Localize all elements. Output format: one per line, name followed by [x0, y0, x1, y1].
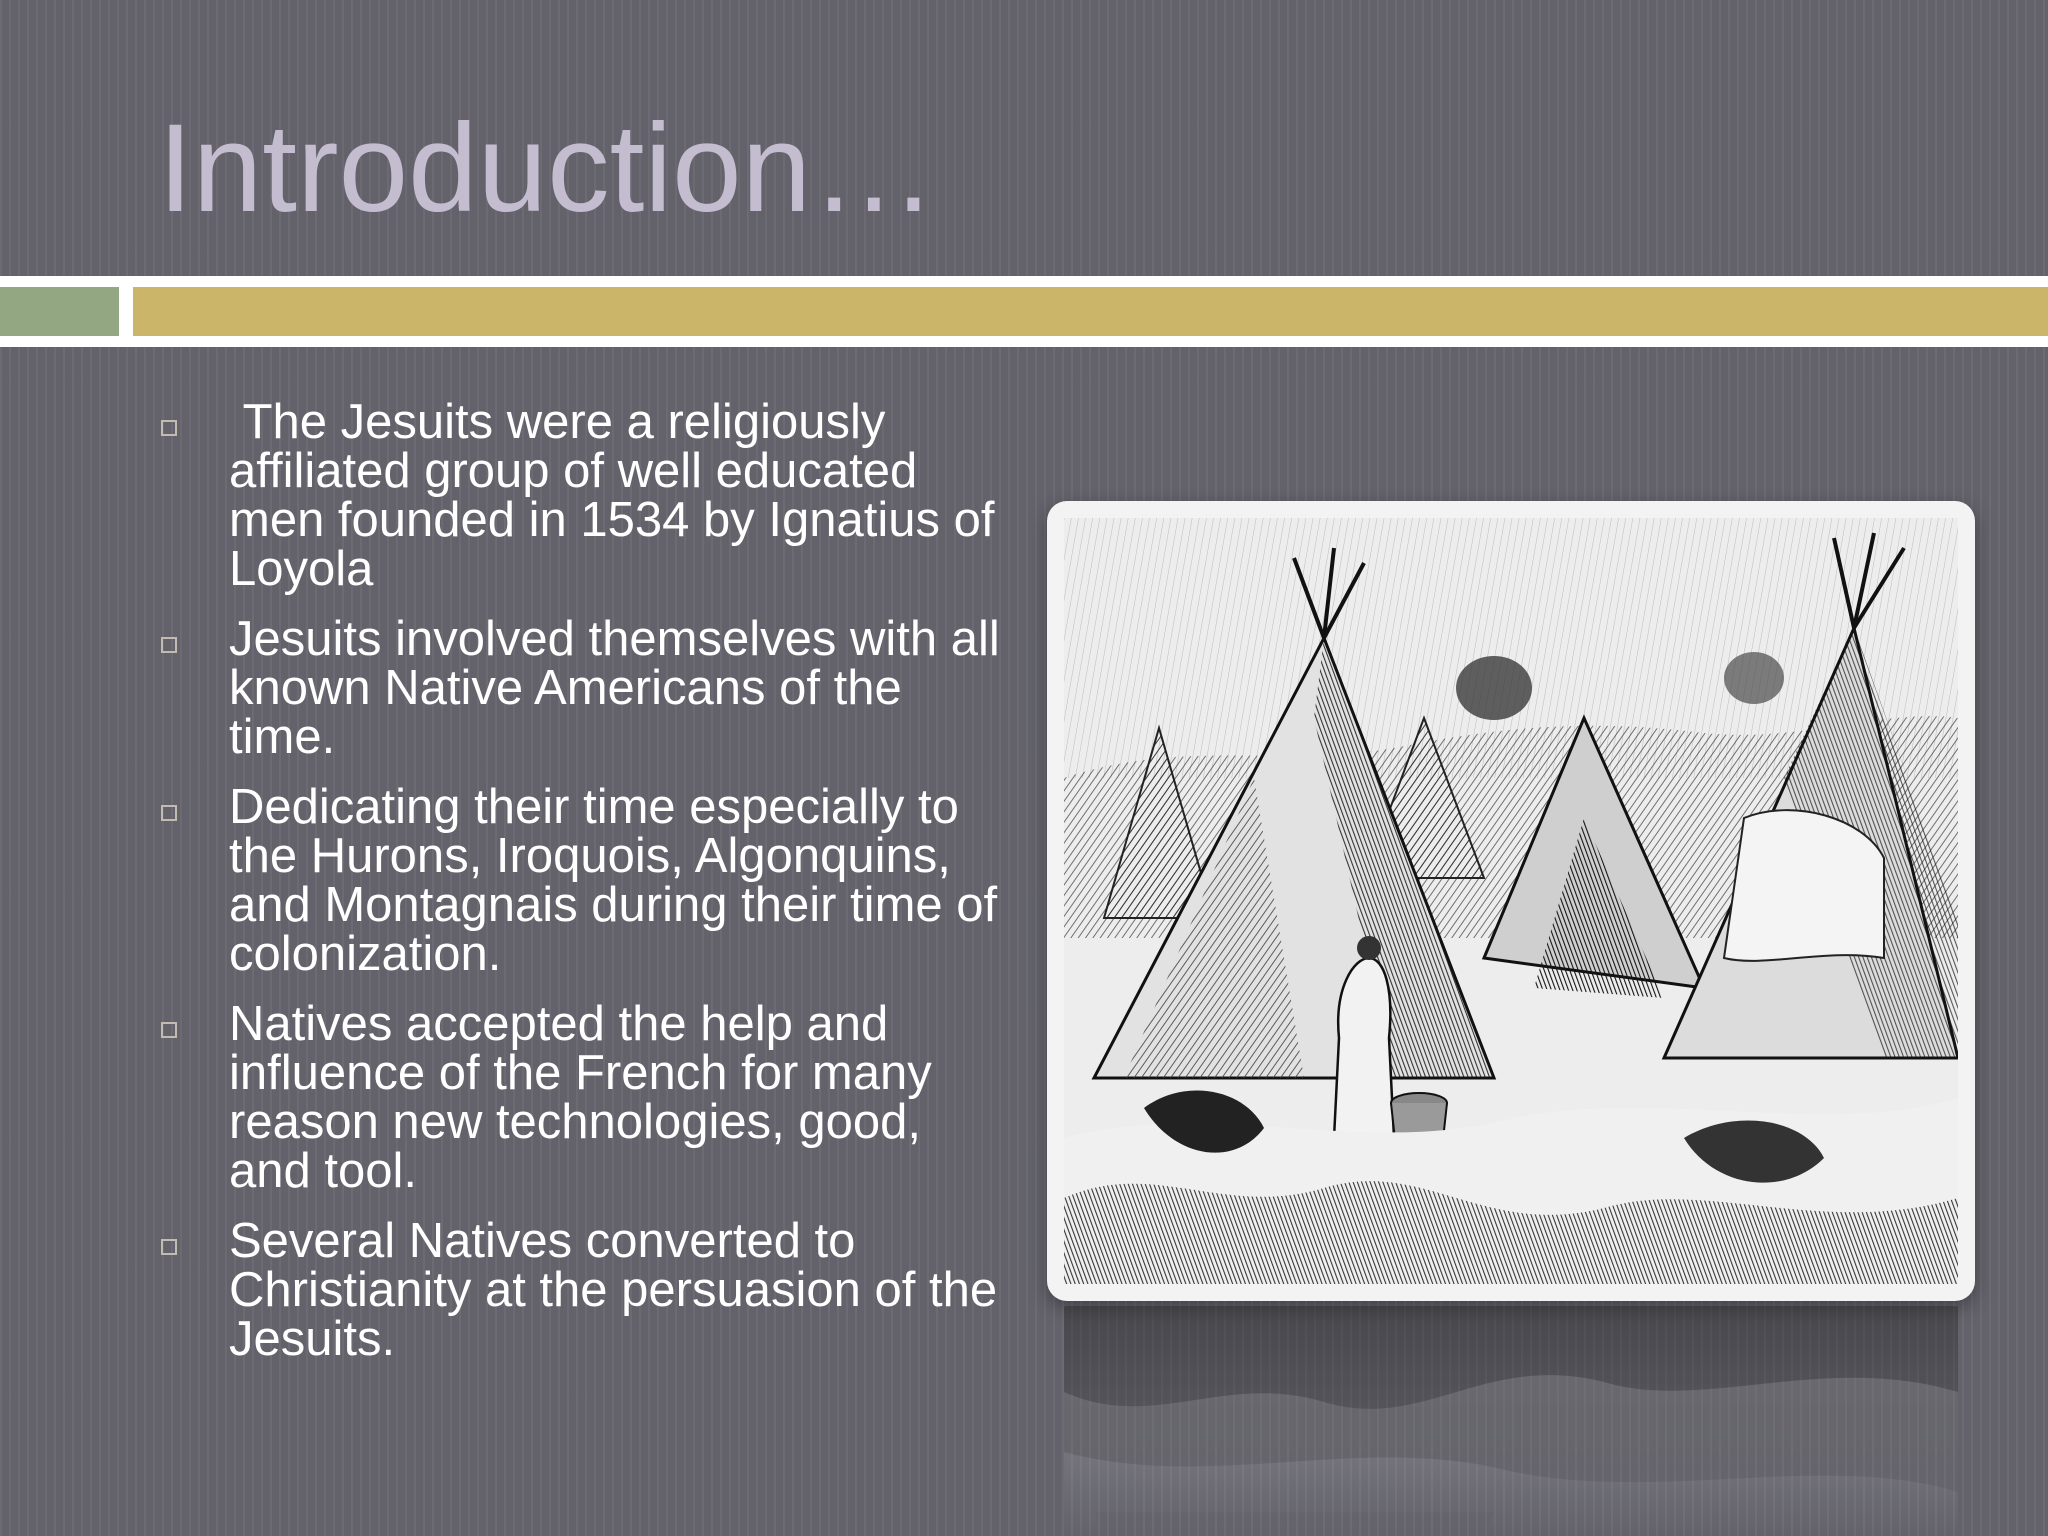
accent-band-gold [133, 287, 2048, 336]
accent-band-green [0, 287, 119, 336]
bullet-text: The Jesuits were a religiously affiliated group of well educated men founded in 1534 by Ignatius of Loyola [229, 395, 1009, 596]
bullet-square-icon [161, 1239, 177, 1255]
reflection-engraving-icon [1064, 1306, 1958, 1536]
encampment-engraving-icon [1064, 518, 1958, 1284]
bullet-item [160, 395, 1009, 596]
bullet-item [160, 612, 1000, 764]
bullet-square-icon [161, 420, 177, 436]
bullet-square-icon [161, 805, 177, 821]
bullet-square-icon [161, 637, 177, 653]
bullet-text: Dedicating their time especially to the Hurons, Iroquois, Algonquins, and Montagnais during their time of colonization. [229, 780, 998, 981]
bullet-text: Several Natives converted to Christianity at the persuasion of the Jesuits. [229, 1214, 998, 1366]
bullet-item [160, 997, 1000, 1198]
picture-frame [1047, 501, 1975, 1301]
bullet-square-icon [161, 1022, 177, 1038]
bullet-item [160, 1214, 1000, 1366]
bullet-list [160, 395, 1009, 1385]
engraving-picture [1047, 501, 1975, 1301]
accent-band [0, 276, 2048, 347]
bullet-item [160, 780, 1000, 981]
slide-title: Introduction… [158, 99, 937, 238]
picture-reflection [1047, 1306, 1975, 1536]
bullet-text: Jesuits involved themselves with all known Native Americans of the time. [229, 612, 1000, 764]
bullet-text: Natives accepted the help and influence of the French for many reason new technologies, good, and tool. [229, 997, 932, 1198]
